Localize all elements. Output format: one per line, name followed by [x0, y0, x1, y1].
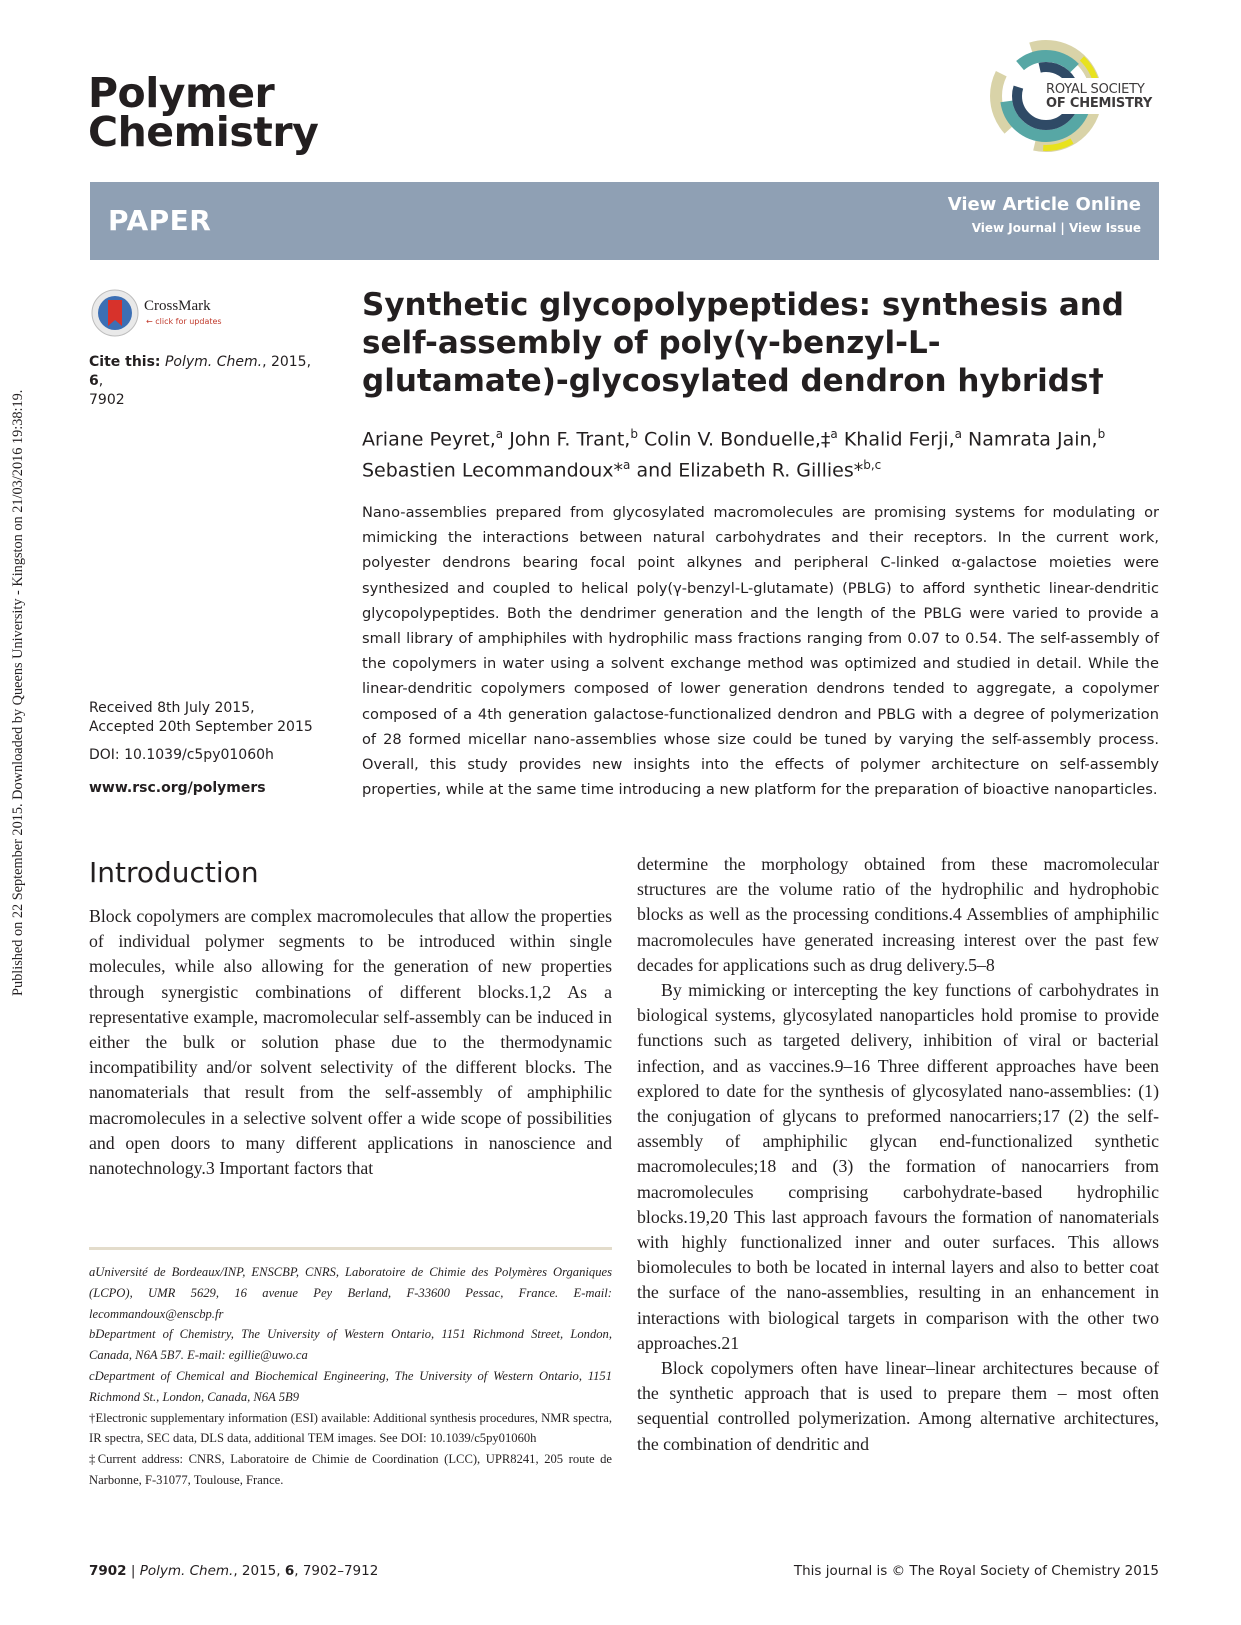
- esi-note: †Electronic supplementary information (ESI) available: Additional synthesis procedures, NMR spectra, IR spectra, SEC data, DLS data, additional TEM images. See DOI: 10.1039/c5py01060h: [89, 1410, 612, 1446]
- author-name: Namrata Jain,: [961, 428, 1098, 451]
- body-column-left: [89, 904, 612, 1181]
- paragraph: Block copolymers often have linear–linear architectures because of the synthetic approach that is used to prepare them – most often sequential controlled polymerization. Among alternative architectures, the combination of dendritic and: [637, 1358, 1159, 1454]
- author-name: and Elizabeth R. Gillies*: [630, 459, 864, 482]
- paragraph: determine the morphology obtained from these macromolecular structures are the volume ratio of the hydrophilic and hydrophobic blocks as well as the processing conditions.4 Assemblies of amphiphilic macromolecules have generated increasing interest over the past few decades for applications such as drug delivery.5–8: [637, 854, 1159, 975]
- affiliation-b: bDepartment of Chemistry, The University of Western Ontario, 1151 Richmond Street, London, Canada, N6A 5B7. E-mail: egillie@uwo.ca: [89, 1327, 612, 1363]
- footnote-divider: [89, 1247, 612, 1250]
- view-article-online-link[interactable]: View Article Online: [947, 194, 1141, 215]
- affiliation-a: aUniversité de Bordeaux/INP, ENSCBP, CNRS, Laboratoire de Chimie des Polymères Organiques (LCPO), UMR 5629, 16 avenue Pey Berland, F-33600 Pessac, France. E-mail: lecommandoux@enscbp.fr: [89, 1265, 612, 1321]
- author-affiliation-marker: b,c: [863, 458, 882, 473]
- publisher-name: ROYAL SOCIETY OF CHEMISTRY: [1046, 82, 1153, 111]
- author-affiliation-marker: b: [630, 427, 638, 441]
- crossmark-icon[interactable]: [90, 288, 140, 338]
- article-banner: [90, 182, 1159, 260]
- journal-title: Polymer Chemistry: [88, 69, 319, 156]
- footer-copyright: This journal is © The Royal Society of Chemistry 2015: [793, 1563, 1159, 1579]
- footnotes: [89, 1262, 612, 1491]
- article-title: Synthetic glycopolypeptides: synthesis and self-assembly of poly(γ-benzyl-L-glutamate)-glycosylated dendron hybrids†: [362, 287, 1124, 399]
- view-journal-issue-links[interactable]: View Journal | View Issue: [971, 221, 1141, 235]
- author-name: Sebastien Lecommandoux*: [362, 459, 624, 482]
- citation: Cite this: Polym. Chem., 2015, 6, 7902: [89, 354, 312, 408]
- paragraph: Block copolymers are complex macromolecules that allow the properties of individual polymer segments to be introduced within single molecules, while also allowing for the generation of new properties through synergistic combinations of different blocks.1,2 As a representative example, macromolecular self-assembly can be induced in either the bulk or solution phase due to the thermodynamic incompatibility and/or solvent selectivity of the different blocks. The nanomaterials that result from the self-assembly of amphiphilic macromolecules in a selective solvent offer a wide scope of possibilities and open doors to many different applications in nanoscience and nanotechnology.3 Important factors that: [89, 906, 612, 1179]
- author-affiliation-marker: a: [830, 427, 838, 441]
- journal-url-link[interactable]: www.rsc.org/polymers: [89, 780, 266, 796]
- section-heading: Introduction: [89, 856, 259, 889]
- author-list: [362, 421, 1152, 484]
- crossmark-label[interactable]: CrossMark: [144, 298, 211, 314]
- author-name: John F. Trant,: [503, 428, 631, 451]
- author-affiliation-marker: a: [623, 458, 631, 473]
- author-affiliation-marker: a: [495, 427, 504, 441]
- article-type: PAPER: [108, 204, 212, 237]
- doi: DOI: 10.1039/c5py01060h: [89, 747, 274, 763]
- author-name: Colin V. Bonduelle,‡: [637, 428, 831, 451]
- crossmark-sub[interactable]: ← click for updates: [146, 317, 222, 326]
- body-column-right: [637, 852, 1159, 1457]
- author-affiliation-marker: a: [954, 427, 962, 441]
- current-address-note: ‡Current address: CNRS, Laboratoire de Chimie de Coordination (LCC), UPR8241, 205 route de Narbonne, F-31077, Toulouse, France.: [89, 1452, 612, 1487]
- received-dates: Received 8th July 2015, Accepted 20th September 2015: [89, 700, 313, 735]
- author-affiliation-marker: b: [1097, 427, 1106, 441]
- paragraph: By mimicking or intercepting the key functions of carbohydrates in biological systems, glycosylated nanoparticles hold promise to provide functions such as targeted delivery, inhibition of viral or bacterial infection, and as vaccines.9–16 Three different approaches have been explored to date for the synthesis of glycosylated nano-assemblies: (1) the conjugation of glycans to preformed nanocarriers;17 (2) the self-assembly of amphiphilic glycan end-functionalized synthetic macromolecules;18 and (3) the formation of nanocarriers from macromolecules comprising carbohydrate-based hydrophilic blocks.19,20 This last approach favours the formation of nanomaterials with highly functionalized inner and outer surfaces. This allows biomolecules to both be located in internal layers and also to better coat the surface of the nano-assemblies, resulting in an enhancement in interactions with biological targets in comparison with the other two approaches.21: [637, 980, 1159, 1353]
- author-name: Khalid Ferji,: [837, 428, 955, 451]
- affiliation-c: cDepartment of Chemical and Biochemical Engineering, The University of Western Ontario, 1151 Richmond St., London, Canada, N6A 5B9: [89, 1368, 612, 1404]
- abstract: Nano-assemblies prepared from glycosylated macromolecules are promising systems for modulating or mimicking the interactions between natural carbohydrates and their receptors. In the current work, polyester dendrons bearing focal point alkynes and peripheral C-linked α-galactose moieties were synthesized and coupled to helical poly(γ-benzyl-L-glutamate) (PBLG) to afford synthetic linear-dendritic glycopolypeptides. Both the dendrimer generation and the length of the PBLG were varied to provide a small library of amphiphiles with hydrophilic mass fractions ranging from 0.07 to 0.54. The self-assembly of the copolymers in water using a solvent exchange method was optimized and studied in detail. While the linear-dendritic copolymers composed of lower generation dendrons tended to aggregate, a copolymer composed of a 4th generation galactose-functionalized dendron and PBLG with a degree of polymerization of 28 formed micellar nano-assemblies whose size could be tuned by varying the self-assembly process. Overall, this study provides new insights into the effects of polymer architecture on self-assembly properties, while at the same time introducing a new platform for the preparation of bioactive nanoparticles.: [362, 504, 1159, 799]
- author-name: Ariane Peyret,: [362, 428, 496, 451]
- download-notice: Published on 22 September 2015. Downloaded by Queens University - Kingston on 21/03/2016 19:38:19.: [10, 389, 26, 996]
- footer-page-info: 7902 | Polym. Chem., 2015, 6, 7902–7912: [89, 1563, 379, 1579]
